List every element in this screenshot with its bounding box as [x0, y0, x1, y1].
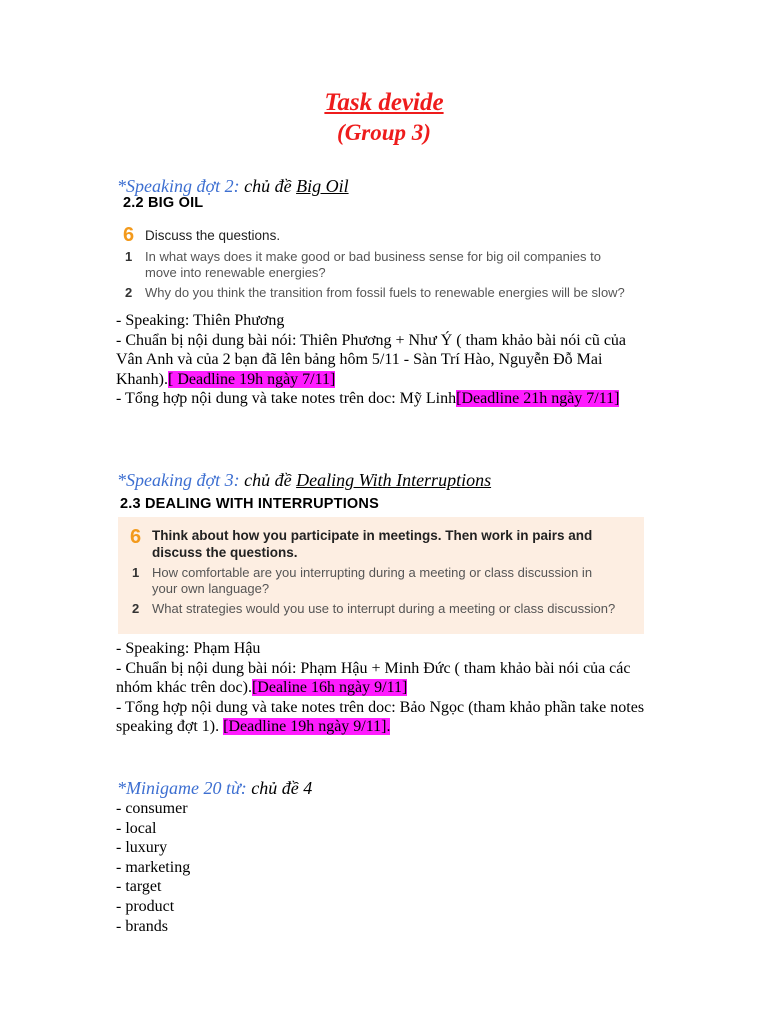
question-text: Why do you think the transition from fossil fuels to renewable energies will be slow? [145, 285, 625, 300]
question-text: What strategies would you use to interrupt during a meeting or class discussion? [152, 601, 616, 616]
question-text: In what ways does it make good or bad business sense for big oil companies to move into renewable energies? [145, 249, 601, 280]
speaking-assignment: - Speaking: Thiên Phương [116, 312, 285, 329]
list-item: - marketing [116, 858, 191, 876]
exercise-number: 6 [123, 224, 135, 246]
section-topic-prefix: chủ đề [244, 470, 292, 490]
question-text: How comfortable are you interrupting during a meeting or class discussion in your own language? [152, 565, 593, 596]
figure-question [123, 285, 643, 301]
prepare-assignment [116, 331, 651, 390]
vocabulary-list [116, 799, 651, 936]
figure-question [130, 601, 638, 617]
figure-heading: 2.2 BIG OIL [123, 195, 204, 211]
notes-assignment [116, 389, 651, 409]
speaking-assignment: - Speaking: Phạm Hậu [116, 640, 261, 657]
figure-question [123, 249, 643, 281]
notes-text: - Tổng hợp nội dung và take notes trên doc: Bảo Ngọc (tham khảo phần take notes speaking đợt 1). [116, 698, 645, 736]
section-topic: Big Oil [296, 176, 349, 196]
section-lead: *Speaking đợt 2: [117, 176, 240, 196]
deadline-highlight: [Deadline 19h ngày 9/11]. [223, 718, 391, 736]
figure-instruction-row [130, 527, 638, 561]
textbook-figure-heading-block [120, 496, 645, 512]
section-lead: *Speaking đợt 3: [117, 470, 240, 490]
list-item: - luxury [116, 839, 168, 857]
list-item: - consumer [116, 800, 188, 817]
notes-assignment [116, 698, 651, 737]
deadline-highlight: [Deadline 21h ngày 7/11] [456, 390, 620, 408]
section-topic: chủ đề 4 [251, 778, 313, 798]
prepare-text: - Chuẩn bị nội dung bài nói: Thiên Phương + Như Ý ( tham khảo bài nói cũ của Vân Anh và của 2 bạn đã lên bảng hôm 5/11 - Sàn Trí Hào, Nguyễn Đỗ Mai Khanh). [116, 331, 627, 388]
section-body-speaking-2 [116, 311, 651, 409]
textbook-figure-interruptions [130, 527, 638, 617]
document-subtitle: (Group 3) [337, 120, 431, 145]
question-number: 1 [132, 565, 140, 580]
section-body-speaking-3 [116, 639, 651, 737]
figure-instruction: Discuss the questions. [145, 228, 281, 243]
section-heading-speaking-3 [117, 469, 491, 491]
deadline-highlight: [ Deadline 19h ngày 7/11] [167, 370, 336, 388]
list-item: - target [116, 878, 162, 896]
section-heading-speaking-2 [117, 175, 349, 197]
list-item: - local [116, 819, 157, 837]
exercise-number: 6 [130, 526, 142, 548]
section-topic-prefix: chủ đề [244, 176, 292, 196]
question-number: 2 [125, 285, 133, 300]
figure-question [130, 565, 638, 597]
question-number: 2 [132, 601, 140, 616]
section-topic: Dealing With Interruptions [296, 470, 492, 490]
section-lead: *Minigame 20 từ: [117, 778, 247, 798]
figure-heading: 2.3 DEALING WITH INTERRUPTIONS [120, 496, 379, 512]
list-item: - product [116, 897, 175, 915]
prepare-assignment [116, 659, 651, 698]
prepare-text: - Chuẩn bị nội dung bài nói: Phạm Hậu + Minh Đức ( tham khảo bài nói của các nhóm khác trên doc). [116, 659, 631, 697]
textbook-figure-big-oil [123, 195, 643, 301]
section-heading-minigame [117, 777, 312, 799]
figure-instruction: Think about how you participate in meetings. Then work in pairs and discuss the questions. [152, 528, 593, 560]
list-item: - brands [116, 917, 168, 935]
document-title: Task devide [324, 89, 444, 116]
notes-text: - Tổng hợp nội dung và take notes trên doc: Mỹ Linh [116, 390, 457, 408]
figure-instruction-row [123, 225, 643, 245]
deadline-highlight: [Dealine 16h ngày 9/11] [251, 679, 408, 697]
question-number: 1 [125, 249, 133, 264]
